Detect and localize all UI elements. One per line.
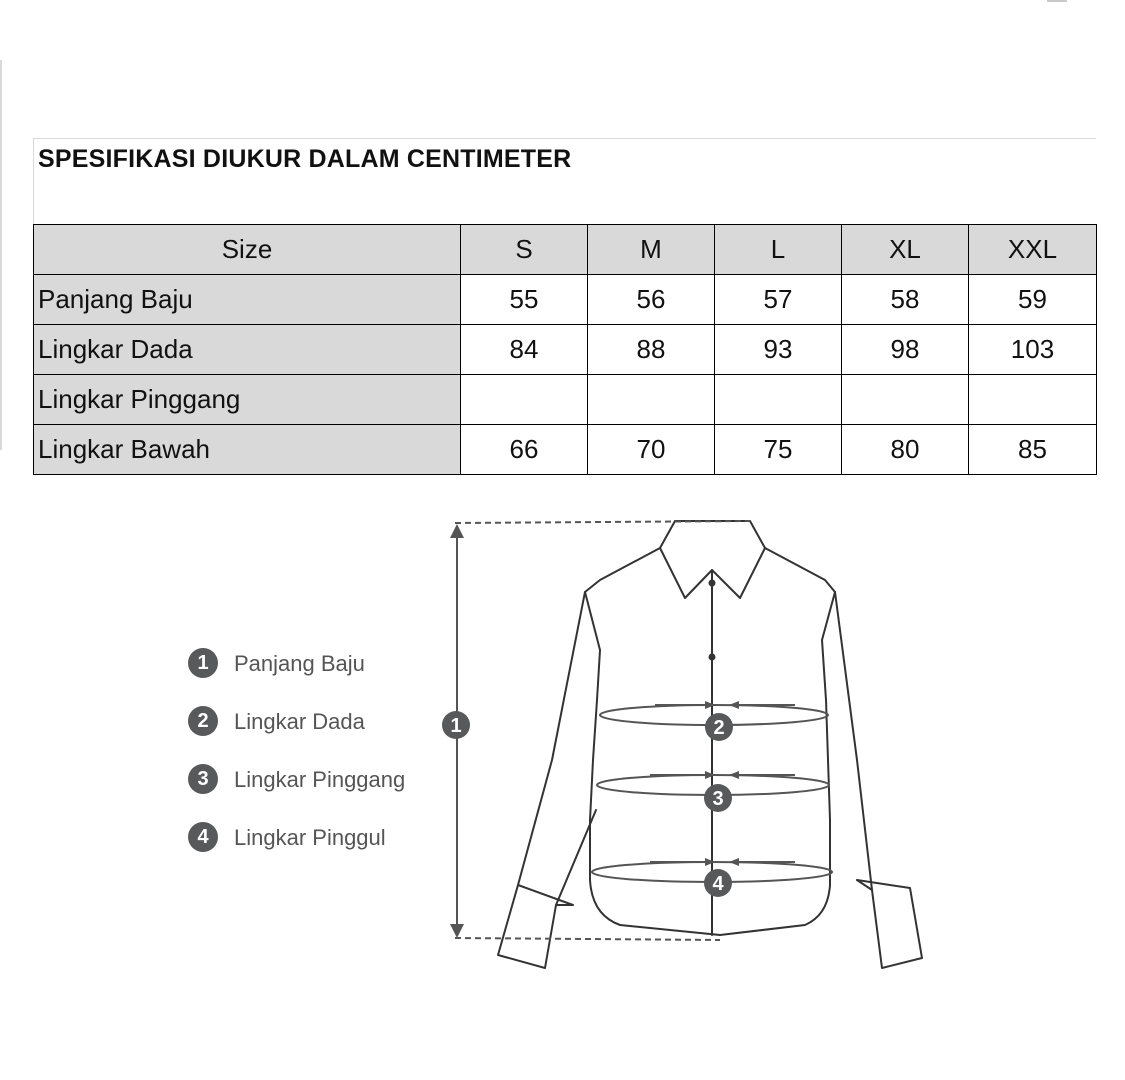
table-cell: 103 (969, 325, 1097, 375)
corner-line (1047, 0, 1067, 2)
row-label: Lingkar Dada (34, 325, 461, 375)
marker-3-label: 3 (712, 788, 724, 810)
table-cell: 98 (842, 325, 969, 375)
table-cell (842, 375, 969, 425)
table-cell: 59 (969, 275, 1097, 325)
legend-label: Lingkar Pinggul (234, 825, 386, 850)
shirt-illustration (498, 521, 922, 968)
size-table (33, 224, 1097, 475)
header-cell: XXL (969, 225, 1097, 275)
spec-title-box (33, 138, 1096, 224)
table-cell: 84 (461, 325, 588, 375)
left-edge-line (0, 60, 2, 450)
spec-title: SPESIFIKASI DIUKUR DALAM CENTIMETER (38, 145, 572, 173)
marker-4-label: 4 (712, 873, 724, 895)
legend-number: 1 (188, 648, 218, 678)
shirt-measurement-diagram (0, 490, 1125, 1080)
table-header-row (34, 225, 1097, 275)
header-cell: Size (34, 225, 461, 275)
header-cell: L (715, 225, 842, 275)
legend-label: Panjang Baju (234, 651, 365, 676)
table-cell (461, 375, 588, 425)
header-cell: XL (842, 225, 969, 275)
table-row (34, 425, 1097, 475)
legend-number: 2 (188, 706, 218, 736)
table-cell: 88 (588, 325, 715, 375)
table-cell (715, 375, 842, 425)
legend-label: Lingkar Pinggang (234, 767, 406, 792)
table-row (34, 275, 1097, 325)
table-cell: 93 (715, 325, 842, 375)
marker-1-label: 1 (450, 715, 462, 737)
table-cell: 56 (588, 275, 715, 325)
table-row (34, 375, 1097, 425)
table-cell: 57 (715, 275, 842, 325)
legend-number: 4 (188, 822, 218, 852)
length-guide (450, 521, 750, 940)
marker-2-label: 2 (713, 717, 725, 739)
table-cell: 70 (588, 425, 715, 475)
header-cell: M (588, 225, 715, 275)
diagram-markers (442, 711, 733, 897)
table-row (34, 325, 1097, 375)
legend-label: Lingkar Dada (234, 709, 365, 734)
legend-number: 3 (188, 764, 218, 794)
table-cell (588, 375, 715, 425)
table-cell: 66 (461, 425, 588, 475)
row-label: Lingkar Pinggang (34, 375, 461, 425)
row-label: Panjang Baju (34, 275, 461, 325)
table-cell (969, 375, 1097, 425)
table-cell: 75 (715, 425, 842, 475)
header-cell: S (461, 225, 588, 275)
table-cell: 55 (461, 275, 588, 325)
table-cell: 58 (842, 275, 969, 325)
table-cell: 80 (842, 425, 969, 475)
table-cell: 85 (969, 425, 1097, 475)
row-label: Lingkar Bawah (34, 425, 461, 475)
